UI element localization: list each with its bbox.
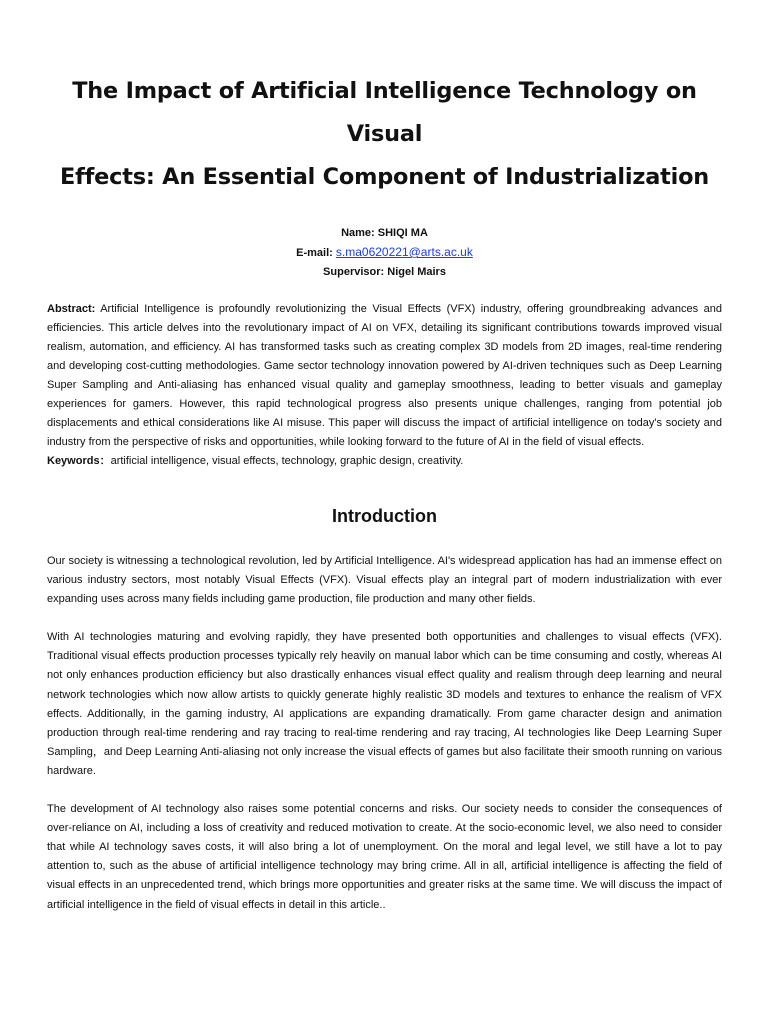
paper-title-line-1: The Impact of Artificial Intelligence Technology on Visual xyxy=(72,78,697,147)
supervisor-label: Supervisor: xyxy=(323,266,385,278)
author-name-row xyxy=(47,224,722,243)
paper-title xyxy=(47,70,722,199)
supervisor-name: Nigel Mairs xyxy=(387,266,446,278)
abstract-label: Abstract: xyxy=(47,303,96,315)
keywords-label: Keywords： xyxy=(47,455,111,467)
author-email-row xyxy=(47,243,722,263)
name-label: Name: xyxy=(341,227,375,239)
section-heading-introduction: Introduction xyxy=(332,506,437,526)
abstract xyxy=(47,300,722,452)
email-link[interactable]: s.ma0620221@arts.ac.uk xyxy=(335,245,473,259)
paper-title-line-2: Effects: An Essential Component of Industrialization xyxy=(59,164,710,190)
author-name: SHIQI MA xyxy=(377,227,428,239)
intro-paragraph-1: Our society is witnessing a technological revolution, led by Artificial Intelligence. AI's widespread application has had an immense effect on various industry sectors, most notably Visual Effects (VFX). Visual effects play an integral part of modern industrialization with ever expanding uses across many fields including game production, file production and many other fields. xyxy=(47,555,722,606)
supervisor-row xyxy=(47,263,722,282)
email-label: E-mail: xyxy=(296,247,333,259)
intro-paragraph-3: The development of AI technology also raises some potential concerns and risks. Our society needs to consider the consequences of over-reliance on AI, including a loss of creativity and reduced motivation to create. At the socio-economic level, we also need to consider that while AI technology saves costs, it will also bring a lot of unemployment. On the moral and legal level, we still have a lot to pay attention to, such as the abuse of artificial intelligence technology may bring crime. All in all, artificial intelligence is affecting the field of visual effects in an unprecedented trend, which brings more opportunities and greater risks at the same time. We will discuss the impact of artificial intelligence in the field of visual effects in detail in this article.. xyxy=(47,803,722,911)
abstract-text: Artificial Intelligence is profoundly revolutionizing the Visual Effects (VFX) industry, offering groundbreaking advances and efficiencies. This article delves into the revolutionary impact of AI on VFX, detailing its significant contributions towards improved visual realism, automation, and efficiency. AI has transformed tasks such as creating complex 3D models from 2D images, real-time rendering and developing cost-cutting methodologies. Game sector technology innovation powered by AI-driven techniques such as Deep Learning Super Sampling and Anti-aliasing has enhanced visual quality and gameplay smoothness, leading to better visuals and gameplay experiences for gamers. However, this rapid technological progress also presents unique challenges, ranging from potential job displacements and ethical considerations like AI misuse. This paper will discuss the impact of artificial intelligence on today's society and industry from the perspective of risks and opportunities, while looking forward to the future of AI in the field of visual effects. xyxy=(47,303,722,448)
author-info xyxy=(47,224,722,282)
intro-paragraph-2: With AI technologies maturing and evolving rapidly, they have presented both opportunities and challenges to visual effects (VFX). Traditional visual effects production processes typically rely heavily on manual labor which can be time consuming and costly, whereas AI not only enhances production efficiency but also drastically enhances visual effect quality and realism through deep learning and neural network technologies which now allow artists to quickly generate highly realistic 3D models and textures to enhance the realism of VFX effects. Additionally, in the gaming industry, AI applications are expanding dramatically. From game character design and animation production through real-time rendering and ray tracing to real-time rendering and ray tracing, AI technologies like Deep Learning Super Sampling，and Deep Learning Anti-aliasing not only increase the visual effects of games but also facilitate their smooth running on various hardware. xyxy=(47,631,722,777)
keywords-text: artificial intelligence, visual effects, technology, graphic design, creativity. xyxy=(110,455,464,467)
keywords xyxy=(47,452,722,471)
